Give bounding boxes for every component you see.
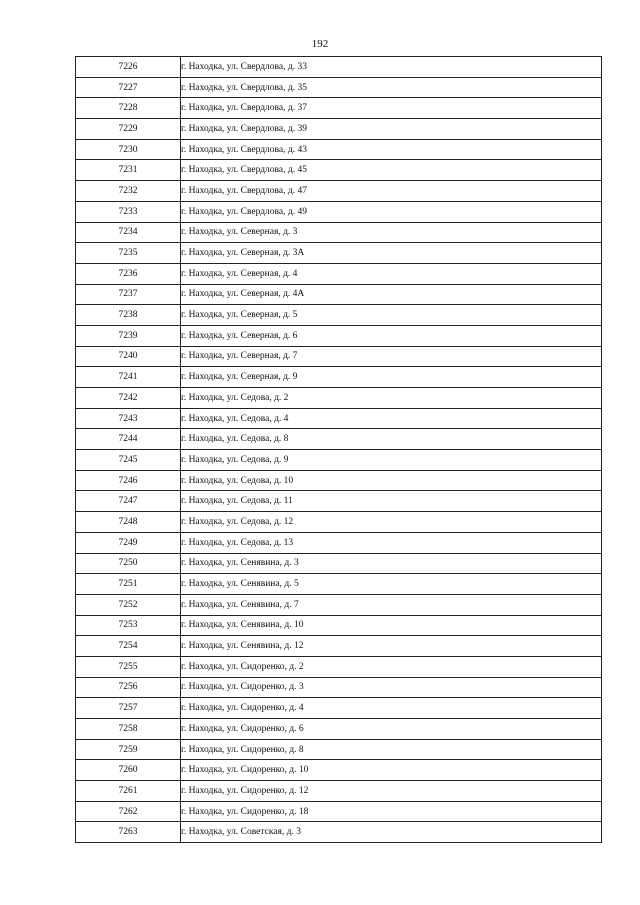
row-number-cell: 7259 — [76, 739, 181, 760]
address-cell: г. Находка, ул. Советская, д. 3 — [181, 822, 602, 843]
row-number-cell: 7235 — [76, 243, 181, 264]
table-row — [76, 719, 602, 740]
table-row — [76, 574, 602, 595]
table-row — [76, 284, 602, 305]
address-cell: г. Находка, ул. Северная, д. 4А — [181, 284, 602, 305]
row-number-cell: 7243 — [76, 408, 181, 429]
row-number-cell: 7234 — [76, 222, 181, 243]
address-cell: г. Находка, ул. Сидоренко, д. 8 — [181, 739, 602, 760]
address-cell: г. Находка, ул. Сидоренко, д. 10 — [181, 760, 602, 781]
table-row — [76, 139, 602, 160]
address-cell: г. Находка, ул. Свердлова, д. 49 — [181, 201, 602, 222]
address-cell: г. Находка, ул. Седова, д. 11 — [181, 491, 602, 512]
row-number-cell: 7249 — [76, 532, 181, 553]
address-cell: г. Находка, ул. Сидоренко, д. 6 — [181, 719, 602, 740]
row-number-cell: 7254 — [76, 636, 181, 657]
address-cell: г. Находка, ул. Сидоренко, д. 3 — [181, 677, 602, 698]
row-number-cell: 7250 — [76, 553, 181, 574]
table-row — [76, 760, 602, 781]
row-number-cell: 7261 — [76, 781, 181, 802]
table-row — [76, 77, 602, 98]
table-row — [76, 450, 602, 471]
table-row — [76, 160, 602, 181]
table-row — [76, 781, 602, 802]
page-number: 192 — [311, 38, 329, 50]
row-number-cell: 7242 — [76, 388, 181, 409]
row-number-cell: 7257 — [76, 698, 181, 719]
table-row — [76, 243, 602, 264]
address-cell: г. Находка, ул. Свердлова, д. 45 — [181, 160, 602, 181]
address-cell: г. Находка, ул. Северная, д. 4 — [181, 263, 602, 284]
address-cell: г. Находка, ул. Седова, д. 12 — [181, 512, 602, 533]
table-row — [76, 656, 602, 677]
address-cell: г. Находка, ул. Северная, д. 9 — [181, 367, 602, 388]
address-cell: г. Находка, ул. Седова, д. 2 — [181, 388, 602, 409]
row-number-cell: 7233 — [76, 201, 181, 222]
table-row — [76, 470, 602, 491]
row-number-cell: 7258 — [76, 719, 181, 740]
row-number-cell: 7230 — [76, 139, 181, 160]
address-cell: г. Находка, ул. Свердлова, д. 39 — [181, 119, 602, 140]
row-number-cell: 7262 — [76, 801, 181, 822]
row-number-cell: 7239 — [76, 325, 181, 346]
row-number-cell: 7240 — [76, 346, 181, 367]
row-number-cell: 7229 — [76, 119, 181, 140]
address-cell: г. Находка, ул. Свердлова, д. 35 — [181, 77, 602, 98]
table-row — [76, 512, 602, 533]
table-row — [76, 636, 602, 657]
row-number-cell: 7260 — [76, 760, 181, 781]
row-number-cell: 7231 — [76, 160, 181, 181]
table-row — [76, 408, 602, 429]
row-number-cell: 7263 — [76, 822, 181, 843]
table-row — [76, 263, 602, 284]
table-row — [76, 98, 602, 119]
table-row — [76, 615, 602, 636]
row-number-cell: 7253 — [76, 615, 181, 636]
table-row — [76, 222, 602, 243]
address-cell: г. Находка, ул. Сидоренко, д. 12 — [181, 781, 602, 802]
address-cell: г. Находка, ул. Северная, д. 6 — [181, 325, 602, 346]
row-number-cell: 7238 — [76, 305, 181, 326]
table-row — [76, 181, 602, 202]
table-row — [76, 325, 602, 346]
address-cell: г. Находка, ул. Северная, д. 5 — [181, 305, 602, 326]
row-number-cell: 7244 — [76, 429, 181, 450]
table-row — [76, 119, 602, 140]
address-cell: г. Находка, ул. Сенявина, д. 3 — [181, 553, 602, 574]
row-number-cell: 7241 — [76, 367, 181, 388]
table-row — [76, 57, 602, 78]
row-number-cell: 7226 — [76, 57, 181, 78]
row-number-cell: 7255 — [76, 656, 181, 677]
address-cell: г. Находка, ул. Сенявина, д. 7 — [181, 594, 602, 615]
address-cell: г. Находка, ул. Сенявина, д. 10 — [181, 615, 602, 636]
row-number-cell: 7237 — [76, 284, 181, 305]
address-cell: г. Находка, ул. Сенявина, д. 5 — [181, 574, 602, 595]
table-row — [76, 367, 602, 388]
address-cell: г. Находка, ул. Сидоренко, д. 4 — [181, 698, 602, 719]
address-cell: г. Находка, ул. Свердлова, д. 47 — [181, 181, 602, 202]
address-cell: г. Находка, ул. Седова, д. 8 — [181, 429, 602, 450]
table-row — [76, 346, 602, 367]
address-cell: г. Находка, ул. Седова, д. 10 — [181, 470, 602, 491]
row-number-cell: 7246 — [76, 470, 181, 491]
table-row — [76, 698, 602, 719]
address-table — [75, 56, 602, 843]
table-row — [76, 553, 602, 574]
table-row — [76, 305, 602, 326]
row-number-cell: 7227 — [76, 77, 181, 98]
address-cell: г. Находка, ул. Свердлова, д. 33 — [181, 57, 602, 78]
row-number-cell: 7232 — [76, 181, 181, 202]
table-row — [76, 429, 602, 450]
table-row — [76, 532, 602, 553]
table-row — [76, 594, 602, 615]
address-cell: г. Находка, ул. Северная, д. 3А — [181, 243, 602, 264]
row-number-cell: 7248 — [76, 512, 181, 533]
table-row — [76, 388, 602, 409]
table-row — [76, 491, 602, 512]
address-cell: г. Находка, ул. Седова, д. 9 — [181, 450, 602, 471]
row-number-cell: 7247 — [76, 491, 181, 512]
row-number-cell: 7251 — [76, 574, 181, 595]
table-row — [76, 822, 602, 843]
row-number-cell: 7252 — [76, 594, 181, 615]
address-table-body — [76, 57, 602, 843]
address-cell: г. Находка, ул. Сенявина, д. 12 — [181, 636, 602, 657]
row-number-cell: 7245 — [76, 450, 181, 471]
address-cell: г. Находка, ул. Седова, д. 13 — [181, 532, 602, 553]
row-number-cell: 7256 — [76, 677, 181, 698]
address-cell: г. Находка, ул. Северная, д. 3 — [181, 222, 602, 243]
table-row — [76, 677, 602, 698]
address-cell: г. Находка, ул. Свердлова, д. 37 — [181, 98, 602, 119]
address-cell: г. Находка, ул. Северная, д. 7 — [181, 346, 602, 367]
address-cell: г. Находка, ул. Сидоренко, д. 2 — [181, 656, 602, 677]
table-row — [76, 739, 602, 760]
table-row — [76, 201, 602, 222]
row-number-cell: 7236 — [76, 263, 181, 284]
address-cell: г. Находка, ул. Седова, д. 4 — [181, 408, 602, 429]
table-row — [76, 801, 602, 822]
address-cell: г. Находка, ул. Свердлова, д. 43 — [181, 139, 602, 160]
address-cell: г. Находка, ул. Сидоренко, д. 18 — [181, 801, 602, 822]
row-number-cell: 7228 — [76, 98, 181, 119]
